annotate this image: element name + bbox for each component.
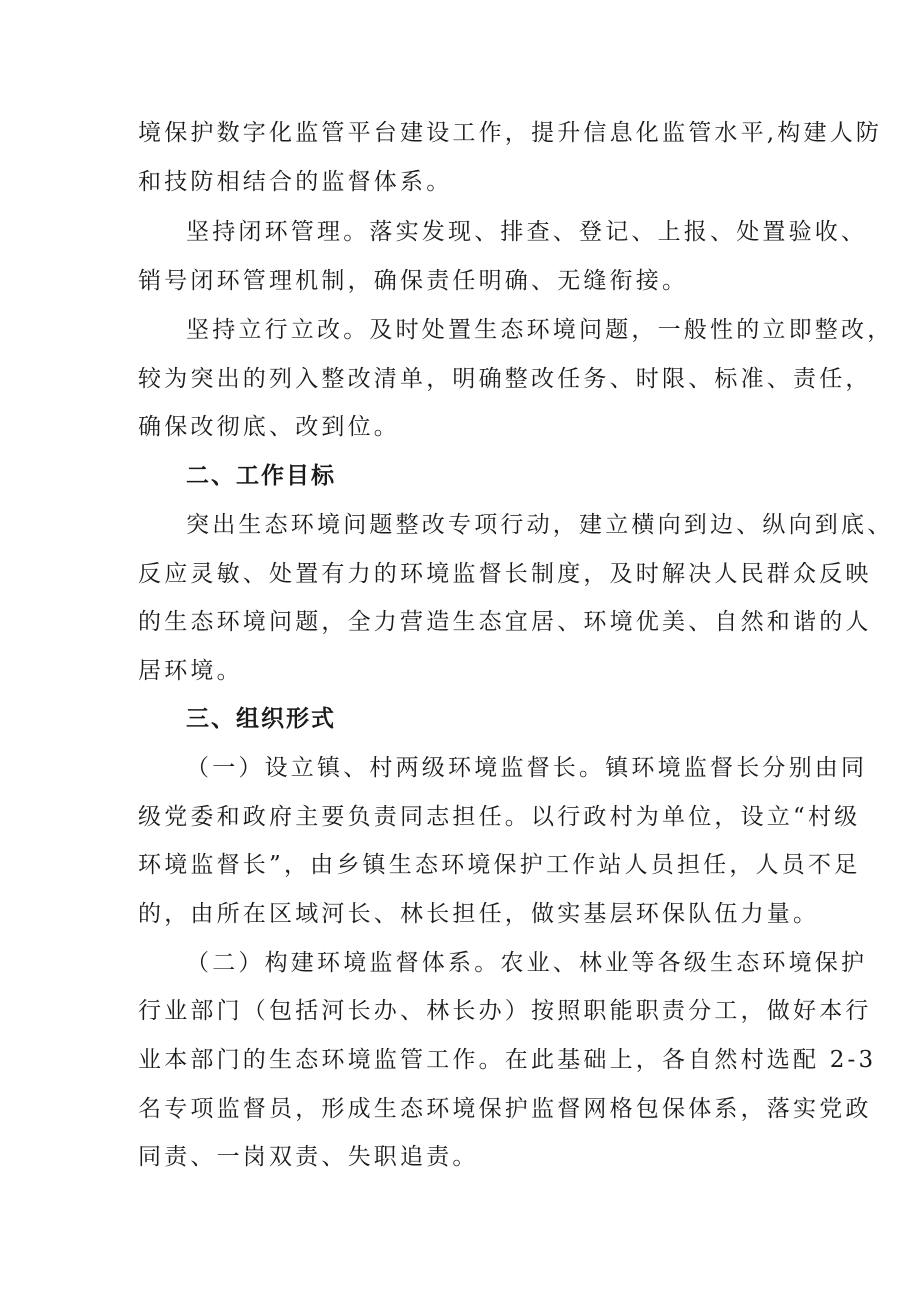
paragraph-line: 确保改彻底、改到位。 <box>138 414 400 440</box>
section-heading-goals: 二、工作目标 <box>186 463 336 489</box>
paragraph-line: 的生态环境问题，全力营造生态宜居、环境优美、自然和谐的人 <box>138 609 872 635</box>
paragraph-line: 环境监督长”，由乡镇生态环境保护工作站人员担任，人员不足 <box>138 852 861 878</box>
paragraph-line: 坚持立行立改。及时处置生态环境问题，一般性的立即整改， <box>186 317 894 343</box>
paragraph-line: 突出生态环境问题整改专项行动，建立横向到边、纵向到底、 <box>186 512 894 538</box>
paragraph-line: 境保护数字化监管平台建设工作，提升信息化监管水平,构建人防 <box>138 120 883 146</box>
paragraph-line: 级党委和政府主要负责同志担任。以行政村为单位，设立“村级 <box>138 804 861 830</box>
paragraph-line: 较为突出的列入整改清单，明确整改任务、时限、标准、责任， <box>138 366 872 392</box>
paragraph-line: 业本部门的生态环境监管工作。在此基础上，各自然村选配 2-3 <box>138 1047 877 1073</box>
section-heading-organization: 三、组织形式 <box>186 706 336 732</box>
paragraph-line: 坚持闭环管理。落实发现、排查、登记、上报、处置验收、 <box>186 219 868 245</box>
paragraph-line: 和技防相结合的监督体系。 <box>138 169 453 195</box>
paragraph-line: （二）构建环境监督体系。农业、林业等各级生态环境保护 <box>186 950 868 976</box>
paragraph-line: 居环境。 <box>138 658 243 684</box>
paragraph-line: （一）设立镇、村两级环境监督长。镇环境监督长分别由同 <box>186 755 868 781</box>
paragraph-line: 同责、一岗双责、失职追责。 <box>138 1144 479 1170</box>
paragraph-line: 销号闭环管理机制，确保责任明确、无缝衔接。 <box>138 268 689 294</box>
paragraph-line: 行业部门（包括河长办、林长办）按照职能职责分工，做好本行 <box>138 998 872 1024</box>
paragraph-line: 反应灵敏、处置有力的环境监督长制度，及时解决人民群众反映 <box>138 561 872 587</box>
paragraph-line: 的，由所在区域河长、林长担任，做实基层环保队伍力量。 <box>138 901 820 927</box>
paragraph-line: 名专项监督员，形成生态环境保护监督网格包保体系，落实党政 <box>138 1096 872 1122</box>
